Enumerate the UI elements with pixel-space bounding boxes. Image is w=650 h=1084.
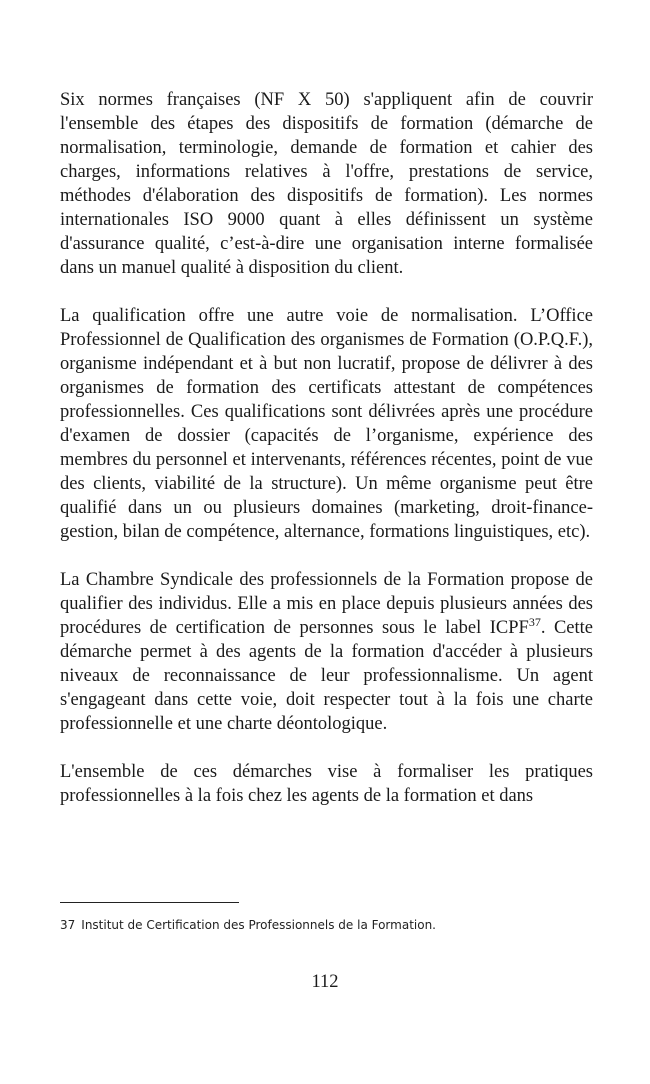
footnote-number: 37 bbox=[60, 918, 76, 932]
paragraph-icpf-certification bbox=[60, 568, 593, 736]
page-number: 112 bbox=[311, 972, 339, 992]
page-body bbox=[60, 88, 593, 808]
footnote-divider bbox=[60, 902, 239, 903]
footnote-reference: 37 bbox=[528, 615, 541, 629]
footnote bbox=[60, 917, 593, 933]
paragraph-text-before-ref: La Chambre Syndicale des professionnels de la Formation propose de qualifier des individus. Elle a mis en place depuis plusieurs années des procédures de certification de personnes sous le label ICPF bbox=[60, 570, 593, 638]
paragraph-opqf-qualification: La qualification offre une autre voie de normalisation. L’Office Professionnel de Qualification des organismes de Formation (O.P.Q.F.), organisme indépendant et à but non lucratif, propose de délivrer à des organismes de formation des certificats attestant de compétences professionnelles. Ces qualifications sont délivrées après une procédure d'examen de dossier (capacités de l’organisme, expérience des membres du personnel et intervenants, références récentes, point de vue des clients, viabilité de la structure). Un même organisme peut être qualifié dans un ou plusieurs domaines (marketing, droit-finance-gestion, bilan de compétence, alternance, formations linguistiques, etc). bbox=[60, 306, 593, 542]
paragraph-conclusion-fragment: L'ensemble de ces démarches vise à formaliser les pratiques professionnelles à la fois chez les agents de la formation et dans bbox=[60, 762, 593, 806]
paragraph-text-after-ref: . Cette démarche permet à des agents de la formation d'accéder à plusieurs niveaux de reconnaissance de leur professionnalisme. Un agent s'engageant dans cette voie, doit respecter tout à la fois une charte professionnelle et une charte déontologique. bbox=[60, 618, 593, 734]
footnote-text: Institut de Certification des Professionnels de la Formation. bbox=[81, 918, 436, 932]
paragraph-nf-iso-norms: Six normes françaises (NF X 50) s'appliquent afin de couvrir l'ensemble des étapes des dispositifs de formation (démarche de normalisation, terminologie, demande de formation et cahier des charges, informations relatives à l'offre, prestations de service, méthodes d'élaboration des dispositifs de formation). Les normes internationales ISO 9000 quant à elles définissent un système d'assurance qualité, c’est-à-dire une organisation interne formalisée dans un manuel qualité à disposition du client. bbox=[60, 90, 593, 278]
